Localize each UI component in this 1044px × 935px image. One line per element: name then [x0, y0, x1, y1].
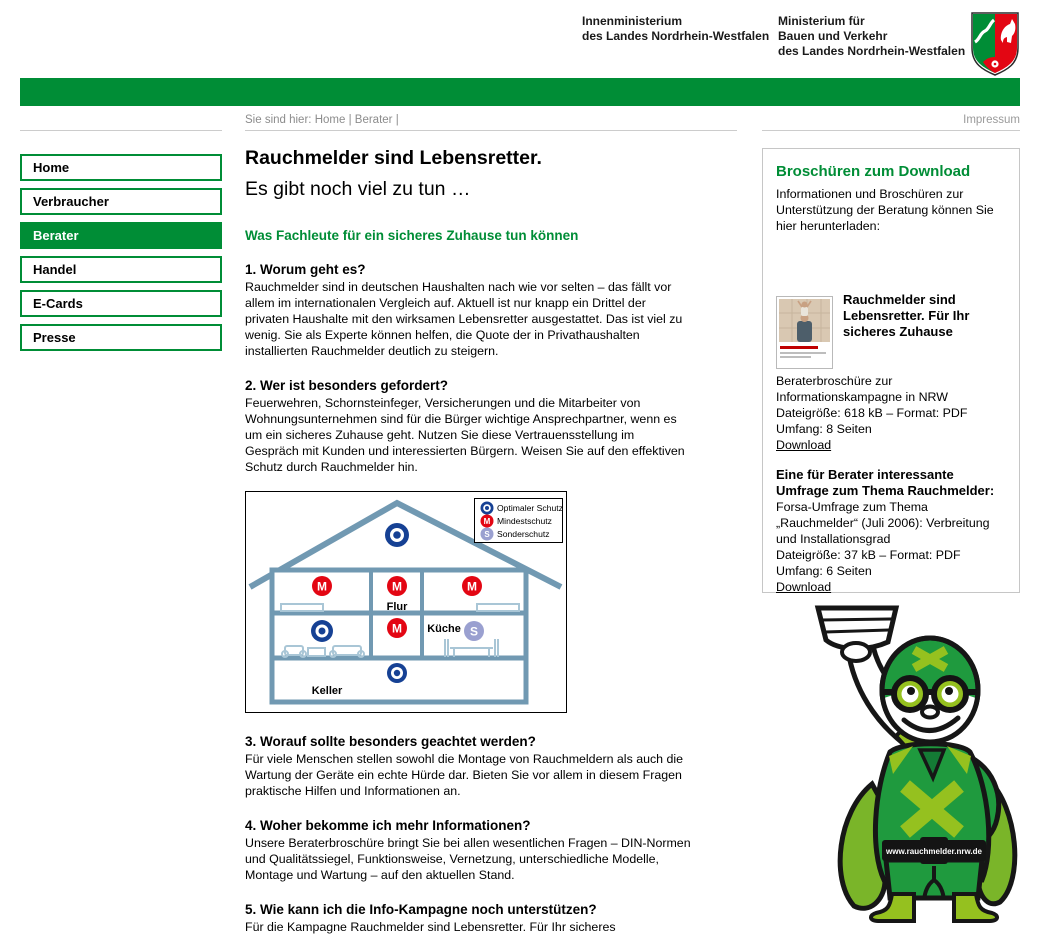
brochure-cover-thumbnail[interactable]	[776, 296, 833, 369]
download-item-1	[776, 292, 1006, 453]
download-panel-title: Broschüren zum Download	[776, 163, 971, 180]
smoke-detector-icon	[818, 608, 896, 661]
diagram-legend	[475, 499, 563, 543]
svg-text:M: M	[467, 579, 477, 594]
impressum-link[interactable]: Impressum	[963, 114, 1020, 126]
smoke-detector-house-diagram	[245, 491, 567, 713]
divider-right	[762, 130, 1020, 131]
divider-main	[245, 130, 737, 131]
belt-url-label: www.rauchmelder.nrw.de	[886, 847, 982, 856]
breadcrumb-separator-end: |	[395, 114, 399, 126]
breadcrumb-prefix: Sie sind hier:	[245, 114, 312, 126]
svg-text:S: S	[484, 530, 490, 539]
breadcrumb-link-berater[interactable]: Berater	[354, 114, 393, 126]
marker-min-hall-lower	[387, 618, 407, 638]
ministry-2-line-3: des Landes Nordrhein-Westfalen	[778, 44, 966, 58]
legend-sonder-icon	[481, 528, 494, 541]
nrw-coat-of-arms-icon	[971, 12, 1019, 81]
svg-text:M: M	[392, 579, 402, 594]
legend-label-sonder: Sonderschutz	[497, 529, 550, 539]
section-3-text: Für viele Menschen stellen sowohl die Montage von Rauchmeldern als auch die Wartung der Geräte ein echte Hürde dar. Bieten Sie vor allem in diesem Fragen praktische Hilfen und Informationen an.	[245, 752, 684, 798]
green-brand-bar	[20, 78, 1020, 106]
marker-min-bedroom-right	[462, 576, 482, 596]
divider-left	[20, 130, 222, 131]
section-1-heading: 1. Worum geht es?	[245, 262, 366, 277]
sidebar-item-home[interactable]: Home	[20, 154, 222, 181]
section-5-heading: 5. Wie kann ich die Info-Kampagne noch unterstützen?	[245, 902, 597, 917]
breadcrumb-link-home[interactable]: Home	[314, 114, 346, 126]
download-2-title: Eine für Berater interessante Umfrage zum Thema Rauchmelder:	[776, 467, 995, 498]
download-2-desc: Forsa-Umfrage zum Thema „Rauchmelder“ (Juli 2006): Verbreitung und Installationsgrad	[776, 500, 990, 546]
section-4-heading: 4. Woher bekomme ich mehr Informationen?	[245, 818, 531, 833]
sidebar-item-berater[interactable]: Berater	[20, 222, 222, 249]
mascot-head	[882, 638, 978, 742]
nose	[922, 707, 938, 718]
marker-optimal-livingroom	[311, 620, 333, 642]
marker-optimal-keller	[387, 663, 407, 683]
marker-optimal-attic	[385, 523, 409, 547]
breadcrumb	[245, 114, 399, 126]
download-1-desc: Beraterbroschüre zur Informationskampagne in NRW	[776, 374, 948, 404]
download-1-filesize: Dateigröße: 618 kB – Format: PDF	[776, 406, 968, 420]
ministry-1-line-2: des Landes Nordrhein-Westfalen	[582, 29, 770, 43]
glove-hand	[842, 643, 870, 661]
marker-min-bedroom-left	[312, 576, 332, 596]
download-panel	[762, 148, 1020, 593]
marker-sonder-kueche	[464, 621, 484, 641]
sidebar-item-handel[interactable]: Handel	[20, 256, 222, 283]
download-1-link[interactable]: Download	[776, 438, 832, 452]
download-1-title: Rauchmelder sind Lebensretter. Für Ihr sicheres Zuhause	[843, 292, 970, 339]
sidebar-item-verbraucher[interactable]: Verbraucher	[20, 188, 222, 215]
page-subtitle: Es gibt noch viel zu tun …	[245, 178, 471, 200]
legend-label-min: Mindestschutz	[497, 516, 552, 526]
marker-min-flur	[387, 576, 407, 596]
ministry-title-1	[582, 14, 769, 44]
sidebar-item-ecards[interactable]: E-Cards	[20, 290, 222, 317]
room-label-keller: Keller	[311, 685, 343, 697]
room-label-flur: Flur	[386, 601, 408, 613]
download-2-filesize: Dateigröße: 37 kB – Format: PDF	[776, 548, 961, 562]
legend-min-icon	[481, 515, 494, 528]
green-section-heading: Was Fachleute für ein sicheres Zuhause tun können	[245, 228, 579, 243]
section-3-heading: 3. Worauf sollte besonders geachtet werden?	[245, 734, 536, 749]
ministry-2-line-1: Ministerium für	[778, 14, 865, 28]
sidebar-item-presse[interactable]: Presse	[20, 324, 222, 351]
legend-optimal-icon	[481, 502, 494, 515]
svg-text:M: M	[317, 579, 327, 594]
breadcrumb-separator: |	[348, 114, 352, 126]
section-4-text: Unsere Beraterbroschüre bringt Sie bei allen wesentlichen Fragen – DIN-Normen und Qualitätssiegel, Funktionsweise, Vernetzung, unterschiedliche Modelle, Montage und Wartung – auf den aktuellen Stand.	[245, 836, 691, 882]
download-2-pages: Umfang: 6 Seiten	[776, 564, 872, 578]
download-1-pages: Umfang: 8 Seiten	[776, 422, 872, 436]
section-2-heading: 2. Wer ist besonders gefordert?	[245, 378, 449, 393]
sidebar-nav	[20, 154, 222, 358]
page-title: Rauchmelder sind Lebensretter.	[245, 147, 542, 169]
section-1-text: Rauchmelder sind in deutschen Haushalten nach wie vor selten – das fällt vor allem im internationalen Vergleich auf. Aktuell ist nur knapp ein Drittel der privaten Haushalte mit den wirksamen Lebensretter ausgestattet. Das ist viel zu wenig. Sie als Experte können helfen, die Quote der in Privathaushalten installierten Rauchmelder deutlich zu steigern.	[245, 280, 683, 358]
section-5-text: Für die Kampagne Rauchmelder sind Lebensretter. Für Ihr sicheres	[245, 920, 616, 934]
mascot-belt	[882, 837, 986, 864]
room-label-kueche: Küche	[427, 623, 461, 635]
ministry-1-line-1: Innenministerium	[582, 14, 683, 28]
main-content	[245, 146, 739, 935]
ministry-title-2	[778, 14, 965, 59]
section-2-text: Feuerwehren, Schornsteinfeger, Versicherungen und die Mitarbeiter von Wohnungsunternehmen sind für die Bürger wichtige Ansprechpartner, wenn es um ein sicheres Zuhause geht. Nutzen Sie diese Vertrauensstellung im Gespräch mit Kunden und interessierten Bürgern. Weisen Sie auf den effektiven Schutz durch Rauchmelder hin.	[245, 396, 685, 474]
svg-text:M: M	[483, 517, 491, 526]
svg-text:S: S	[469, 624, 479, 639]
ministry-2-line-2: Bauen und Verkehr	[778, 29, 888, 43]
legend-label-optimal: Optimaler Schutz	[497, 503, 563, 513]
download-2-link[interactable]: Download	[776, 580, 832, 594]
download-item-2	[776, 467, 1006, 595]
svg-text:M: M	[392, 621, 402, 636]
download-panel-intro: Informationen und Broschüren zur Unterstützung der Beratung können Sie hier herunterladen:	[776, 187, 994, 233]
mascot-illustration	[792, 594, 1024, 930]
